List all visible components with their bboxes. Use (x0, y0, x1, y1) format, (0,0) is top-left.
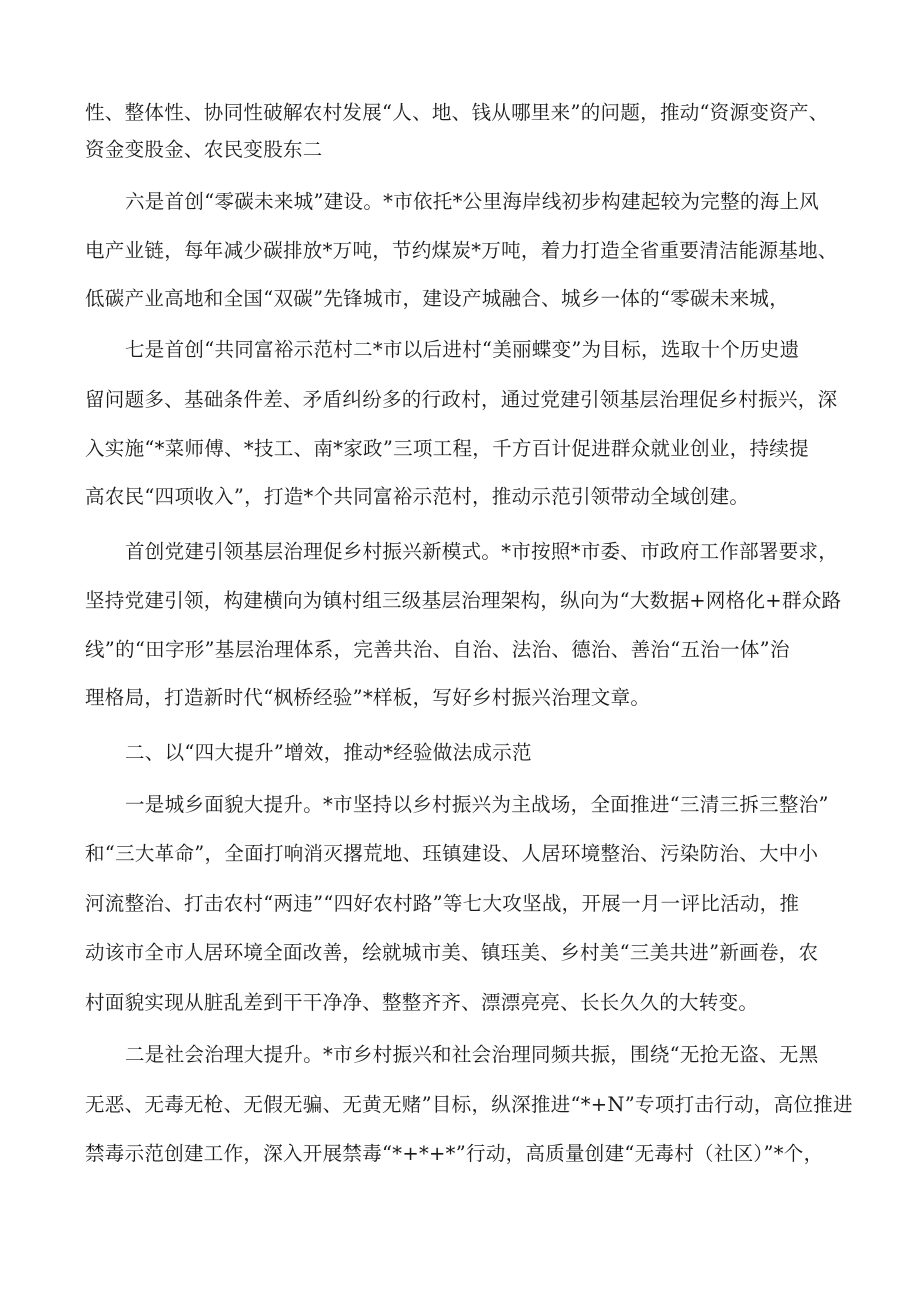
text-line: 无恶、无毒无枪、无假无骗、无黄无赌”目标，纵深推进“*+N”专项打击行动，高位推进 (85, 1093, 853, 1116)
text-line: 和“三大革命”，全面打响消灭撂荒地、珏镇建设、人居环境整治、污染防治、大中小 (85, 842, 819, 865)
text-line: 留问题多、基础条件差、矛盾纠纷多的行政村，通过党建引领基层治理促乡村振兴，深 (85, 388, 838, 411)
text-line: 性、整体性、协同性破解农村发展“人、地、钱从哪里来”的问题，推动“资源变资产、 (85, 101, 829, 124)
text-line: 低碳产业高地和全国“双碳”先锋城市，建设产城融合、城乡一体的“零碳未来城， (85, 287, 790, 310)
text-line: 六是首创“零碳未来城”建设。*市依托*公里海岸线初步构建起较为完整的海上风 (125, 190, 820, 213)
text-line: 资金变股金、农民变股东二 (85, 138, 323, 161)
text-line: 河流整治、打击农村“两违”“四好农村路”等七大攻坚战，开展一月一评比活动，推 (85, 892, 800, 915)
text-line: 电产业链，每年减少碳排放*万吨，节约煤炭*万吨，着力打造全省重要清洁能源基地、 (85, 239, 838, 262)
section-heading: 二、以“四大提升”增效，推动*经验做法成示范 (125, 741, 532, 764)
text-line: 一是城乡面貌大提升。*市坚持以乡村振兴为主战场，全面推进“三清三拆三整治” (125, 793, 829, 816)
text-line: 入实施“*菜师傅、*技工、南*家政”三项工程，千方百计促进群众就业创业，持续提 (85, 437, 809, 460)
text-line: 禁毒示范创建工作，深入开展禁毒“*+*+*”行动，高质量创建“无毒村（社区）”*个， (85, 1142, 824, 1165)
text-line: 线”的“田字形”基层治理体系，完善共治、自治、法治、德治、善治“五治一体”治 (85, 638, 790, 661)
text-line: 村面貌实现从脏乱差到干干净净、整整齐齐、漂漂亮亮、长长久久的大转变。 (85, 991, 759, 1014)
text-line: 动该市全市人居环境全面改善，绘就城市美、镇珏美、乡村美“三美共进”新画卷，农 (85, 941, 819, 964)
text-line: 二是社会治理大提升。*市乡村振兴和社会治理同频共振，围绕“无抢无盗、无黑 (125, 1043, 819, 1066)
text-line: 坚持党建引领，构建横向为镇村组三级基层治理架构，纵向为“大数据+网格化+群众路 (85, 589, 842, 612)
text-line: 高农民“四项收入”，打造*个共同富裕示范村，推动示范引领带动全域创建。 (85, 485, 750, 508)
text-line: 首创党建引领基层治理促乡村振兴新模式。*市按照*市委、市政府工作部署要求， (125, 540, 839, 563)
text-line: 七是首创“共同富裕示范村二*市以后进村“美丽蝶变”为目标，选取十个历史遗 (125, 338, 800, 361)
text-line: 理格局，打造新时代“枫桥经验”*样板，写好乡村振兴治理文章。 (85, 686, 651, 709)
